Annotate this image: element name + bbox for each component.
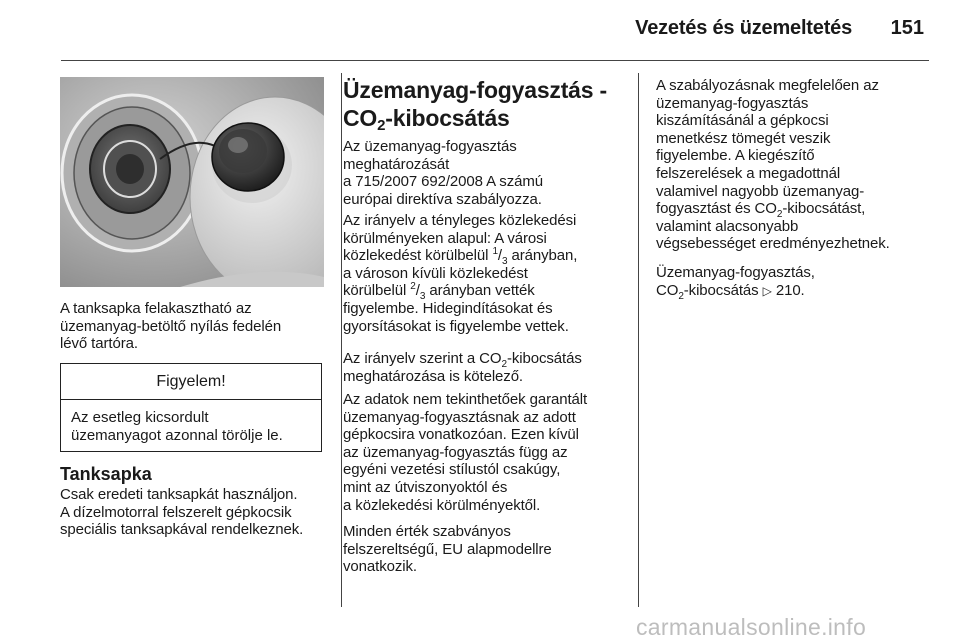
- page-number: 151: [890, 17, 924, 39]
- text-line: egyéni vezetési stílustól csakúgy,: [343, 461, 561, 479]
- text-line: a városon kívüli közlekedést: [343, 264, 528, 282]
- text-line: Az üzemanyag-fogyasztás: [343, 138, 517, 155]
- section-heading-tail: -kibocsátás: [385, 105, 510, 131]
- text-line: mint az útviszonyoktól és: [343, 478, 508, 496]
- text-line: az üzemanyag-fogyasztás függ az: [343, 443, 568, 461]
- paragraph-directive: [343, 138, 543, 208]
- text-fragment: fogyasztást és CO: [656, 200, 777, 218]
- photo-caption: [60, 300, 281, 353]
- text-fragment: arányban,: [507, 247, 578, 265]
- tanksapka-paragraph: [60, 486, 303, 539]
- text-line: vonatkozik.: [343, 558, 417, 576]
- paragraph-cross-reference: [656, 264, 815, 300]
- text-line: Minden érték szabványos: [343, 523, 511, 540]
- text-line: meghatározása is kötelező.: [343, 367, 524, 385]
- fraction-denominator: 3: [419, 291, 426, 303]
- warning-text: [71, 409, 283, 444]
- fuel-cap-photo: [60, 77, 324, 287]
- photo-caption-line: A tanksapka felakasztható az: [60, 300, 252, 317]
- text-line: kiszámításánál a gépkocsi: [656, 112, 829, 130]
- text-line: körülményeken alapul: A városi: [343, 229, 547, 247]
- subscript: 2: [678, 290, 684, 302]
- tanksapka-line: Csak eredeti tanksapkát használjon.: [60, 486, 298, 503]
- photo-caption-line: üzemanyag-betöltő nyílás fedelén: [60, 317, 282, 335]
- paragraph-not-guaranteed: [343, 391, 587, 514]
- text-line: figyelembe. A kiegészítő: [656, 147, 815, 165]
- header-rule: [61, 60, 929, 61]
- text-line: európai direktíva szabályozza.: [343, 190, 542, 208]
- paragraph-conditions: [343, 212, 577, 335]
- text-line: végsebességet eredményezhetnek.: [656, 235, 890, 253]
- fraction-numerator: 2: [410, 281, 416, 293]
- warning-box: [60, 363, 322, 452]
- text-line: üzemanyag-fogyasztás: [656, 94, 809, 112]
- text-line: a közlekedési körülményektől.: [343, 496, 541, 514]
- text-line: valamint alacsonyabb: [656, 217, 799, 235]
- page-reference-arrow-icon[interactable]: ▷: [762, 283, 772, 298]
- text-line: gyorsításokat is figyelembe vettek.: [343, 317, 569, 335]
- text-fragment: arányban vették: [425, 282, 535, 300]
- tanksapka-line: speciális tanksapkával rendelkeznek.: [60, 521, 304, 539]
- text-line: meghatározását: [343, 155, 450, 173]
- text-line: [343, 281, 577, 303]
- page-reference-link[interactable]: 210.: [771, 281, 805, 299]
- text-line: [656, 200, 890, 221]
- fraction-numerator: 1: [492, 246, 498, 258]
- text-line: [343, 246, 578, 268]
- section-heading: [343, 76, 633, 132]
- section-heading-line1: Üzemanyag-fogyasztás -: [343, 77, 608, 103]
- column-divider-right: [638, 73, 639, 607]
- text-line: gépkocsira vonatkozóan. Ezen kívül: [343, 426, 579, 444]
- section-heading-subscript: 2: [377, 117, 386, 134]
- text-fragment: -kibocsátás: [683, 281, 763, 299]
- text-line: Az adatok nem tekinthetőek garantált: [343, 391, 588, 408]
- text-line: felszerelések a megadottnál: [656, 164, 841, 182]
- paragraph-co2-requirement: [343, 350, 582, 385]
- fraction-slash: /: [497, 247, 502, 265]
- warning-title: Figyelem!: [61, 364, 321, 400]
- warning-text-line: üzemanyagot azonnal törölje le.: [71, 426, 283, 444]
- text-fragment: közlekedést körülbelül: [343, 247, 493, 265]
- text-line: [656, 282, 815, 301]
- tanksapka-heading: Tanksapka: [60, 464, 152, 484]
- section-heading-co: CO: [343, 105, 378, 131]
- text-line: A szabályozásnak megfelelően az: [656, 77, 879, 94]
- text-line: [343, 350, 582, 368]
- text-line: figyelembe. Hidegindításokat és: [343, 299, 553, 317]
- text-line: a 715/2007 692/2008 A számú: [343, 173, 543, 191]
- text-line: menetkész tömegét veszik: [656, 129, 831, 147]
- text-fragment: körülbelül: [343, 282, 411, 300]
- tanksapka-line: A dízelmotorral felszerelt gépkocsik: [60, 503, 292, 521]
- text-fragment: -kibocsátás: [506, 350, 582, 367]
- photo-caption-line: lévő tartóra.: [60, 335, 138, 353]
- subscript: 2: [776, 209, 783, 221]
- text-line: Üzemanyag-fogyasztás,: [656, 264, 815, 281]
- warning-text-line: Az esetleg kicsordult: [71, 409, 209, 426]
- text-line: valamivel nagyobb üzemanyag-: [656, 182, 865, 200]
- text-line: felszereltségű, EU alapmodellre: [343, 540, 552, 558]
- text-line: Az irányelv a tényleges közlekedési: [343, 212, 577, 229]
- column-divider-left: [341, 73, 342, 607]
- subscript: 2: [501, 359, 507, 370]
- fraction-slash: /: [415, 282, 420, 300]
- watermark: carmanualsonline.info: [636, 614, 867, 640]
- text-fragment: -kibocsátást,: [782, 200, 866, 218]
- text-fragment: CO: [656, 281, 679, 299]
- paragraph-standard-equipment: [343, 523, 552, 576]
- text-line: üzemanyag-fogyasztásnak az adott: [343, 408, 576, 426]
- text-fragment: Az irányelv szerint a CO: [343, 350, 502, 367]
- fraction-denominator: 3: [502, 256, 508, 268]
- paragraph-regulation: [656, 77, 890, 253]
- header-title: Vezetés és üzemeltetés: [635, 17, 852, 39]
